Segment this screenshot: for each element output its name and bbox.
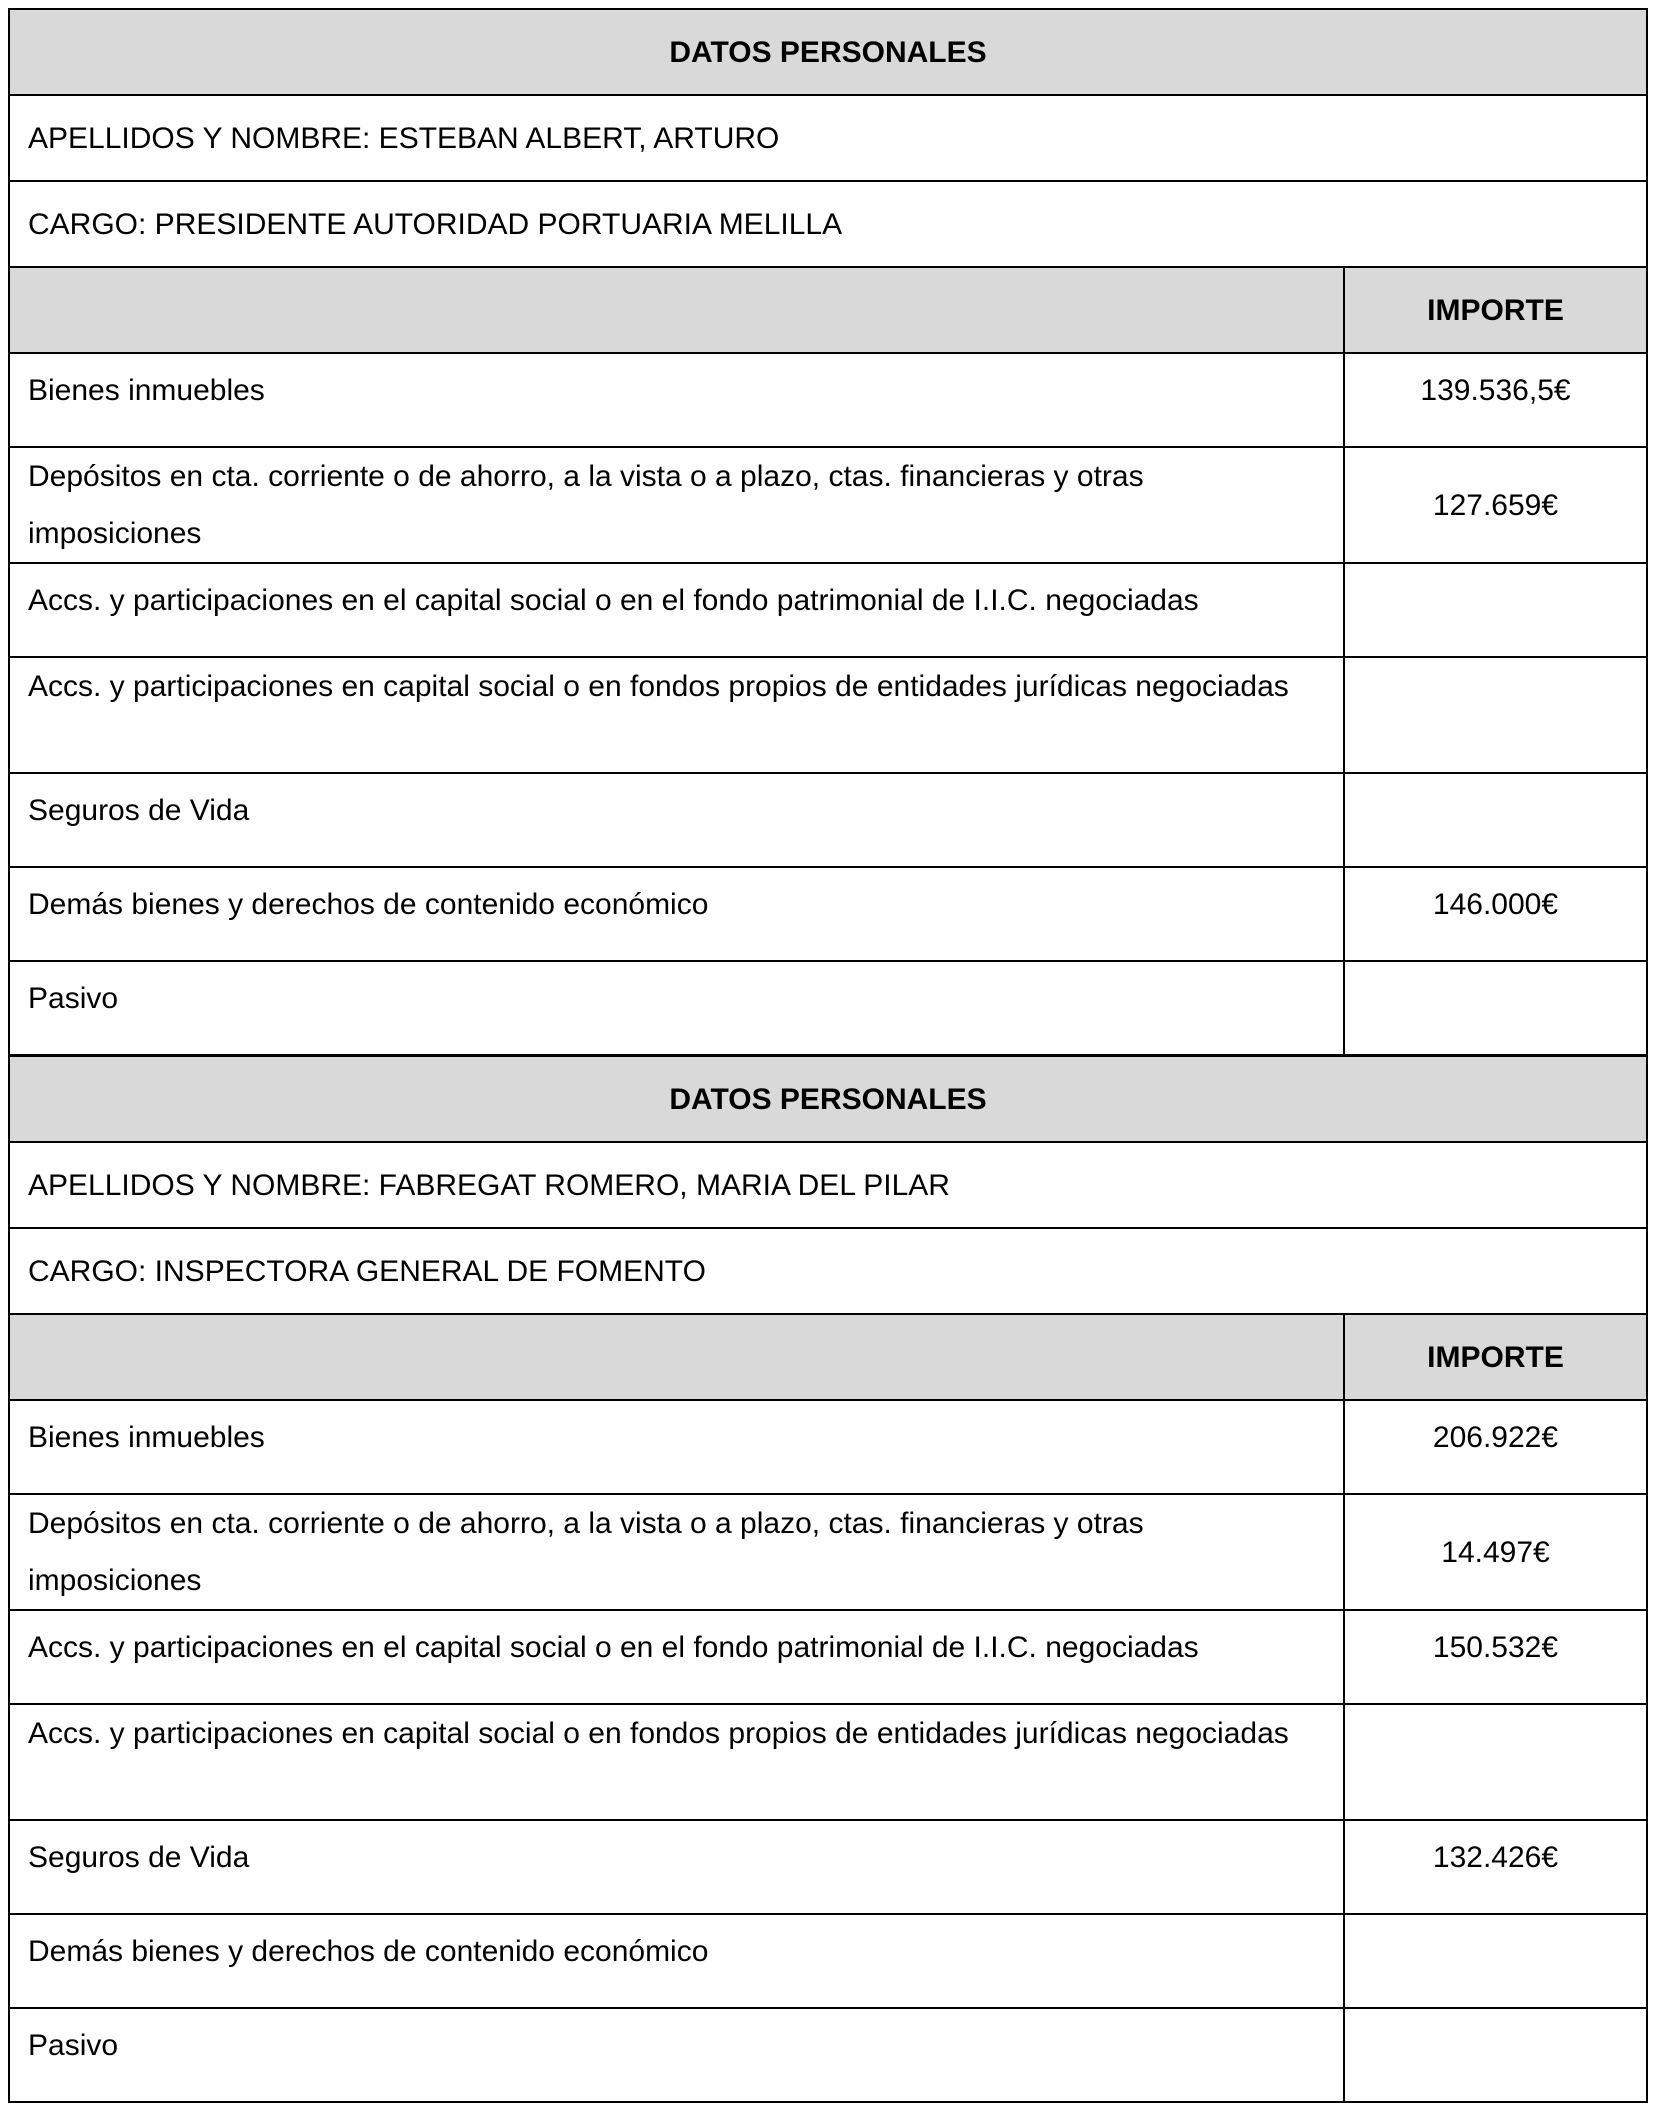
amount-cell: 150.532€ (1344, 1610, 1647, 1704)
concept-cell: Seguros de Vida (9, 773, 1344, 867)
amount-cell (1344, 1704, 1647, 1820)
concept-cell: Pasivo (9, 2008, 1344, 2102)
name-line: APELLIDOS Y NOMBRE: FABREGAT ROMERO, MARIA DEL PILAR (9, 1142, 1647, 1228)
amount-header-row (9, 1314, 1647, 1400)
amount-cell (1344, 1914, 1647, 2008)
table-row (9, 1820, 1647, 1914)
amount-cell: 146.000€ (1344, 867, 1647, 961)
concept-cell: Demás bienes y derechos de contenido económico (9, 867, 1344, 961)
table-row (9, 447, 1647, 563)
section-title: DATOS PERSONALES (9, 1056, 1647, 1142)
name-line: APELLIDOS Y NOMBRE: ESTEBAN ALBERT, ARTURO (9, 95, 1647, 181)
amount-cell: 139.536,5€ (1344, 353, 1647, 447)
table-row (9, 773, 1647, 867)
table-row (9, 1494, 1647, 1610)
amount-header: IMPORTE (1344, 267, 1647, 353)
cargo-row (9, 1228, 1647, 1314)
table-row (9, 1914, 1647, 2008)
declaration-table-1 (8, 8, 1648, 1056)
amount-cell: 127.659€ (1344, 447, 1647, 563)
section-title: DATOS PERSONALES (9, 9, 1647, 95)
cargo-row (9, 181, 1647, 267)
concept-cell: Demás bienes y derechos de contenido económico (9, 1914, 1344, 2008)
concept-cell: Depósitos en cta. corriente o de ahorro, a la vista o a plazo, ctas. financieras y otras imposiciones (9, 447, 1344, 563)
concept-header-cell (9, 1314, 1344, 1400)
table-row (9, 657, 1647, 773)
concept-cell: Depósitos en cta. corriente o de ahorro, a la vista o a plazo, ctas. financieras y otras imposiciones (9, 1494, 1344, 1610)
amount-cell (1344, 773, 1647, 867)
amount-cell (1344, 961, 1647, 1055)
name-row (9, 1142, 1647, 1228)
amount-cell (1344, 2008, 1647, 2102)
concept-cell: Bienes inmuebles (9, 353, 1344, 447)
amount-cell: 206.922€ (1344, 1400, 1647, 1494)
concept-header-cell (9, 267, 1344, 353)
amount-cell: 132.426€ (1344, 1820, 1647, 1914)
concept-cell: Accs. y participaciones en capital social o en fondos propios de entidades jurídicas negociadas (9, 1704, 1344, 1820)
concept-cell: Bienes inmuebles (9, 1400, 1344, 1494)
table-row (9, 1400, 1647, 1494)
table-row (9, 2008, 1647, 2102)
amount-cell (1344, 657, 1647, 773)
table-row (9, 353, 1647, 447)
amount-header-row (9, 267, 1647, 353)
concept-cell: Seguros de Vida (9, 1820, 1344, 1914)
cargo-line: CARGO: PRESIDENTE AUTORIDAD PORTUARIA MELILLA (9, 181, 1647, 267)
concept-cell: Accs. y participaciones en el capital social o en el fondo patrimonial de I.I.C. negociadas (9, 563, 1344, 657)
table-row (9, 867, 1647, 961)
table-row (9, 1704, 1647, 1820)
name-row (9, 95, 1647, 181)
section-title-row (9, 9, 1647, 95)
table-row (9, 961, 1647, 1055)
amount-cell: 14.497€ (1344, 1494, 1647, 1610)
amount-header: IMPORTE (1344, 1314, 1647, 1400)
concept-cell: Accs. y participaciones en capital social o en fondos propios de entidades jurídicas negociadas (9, 657, 1344, 773)
table-row (9, 563, 1647, 657)
section-title-row (9, 1056, 1647, 1142)
declaration-table-2 (8, 1055, 1648, 2103)
concept-cell: Pasivo (9, 961, 1344, 1055)
cargo-line: CARGO: INSPECTORA GENERAL DE FOMENTO (9, 1228, 1647, 1314)
amount-cell (1344, 563, 1647, 657)
table-row (9, 1610, 1647, 1704)
concept-cell: Accs. y participaciones en el capital social o en el fondo patrimonial de I.I.C. negociadas (9, 1610, 1344, 1704)
